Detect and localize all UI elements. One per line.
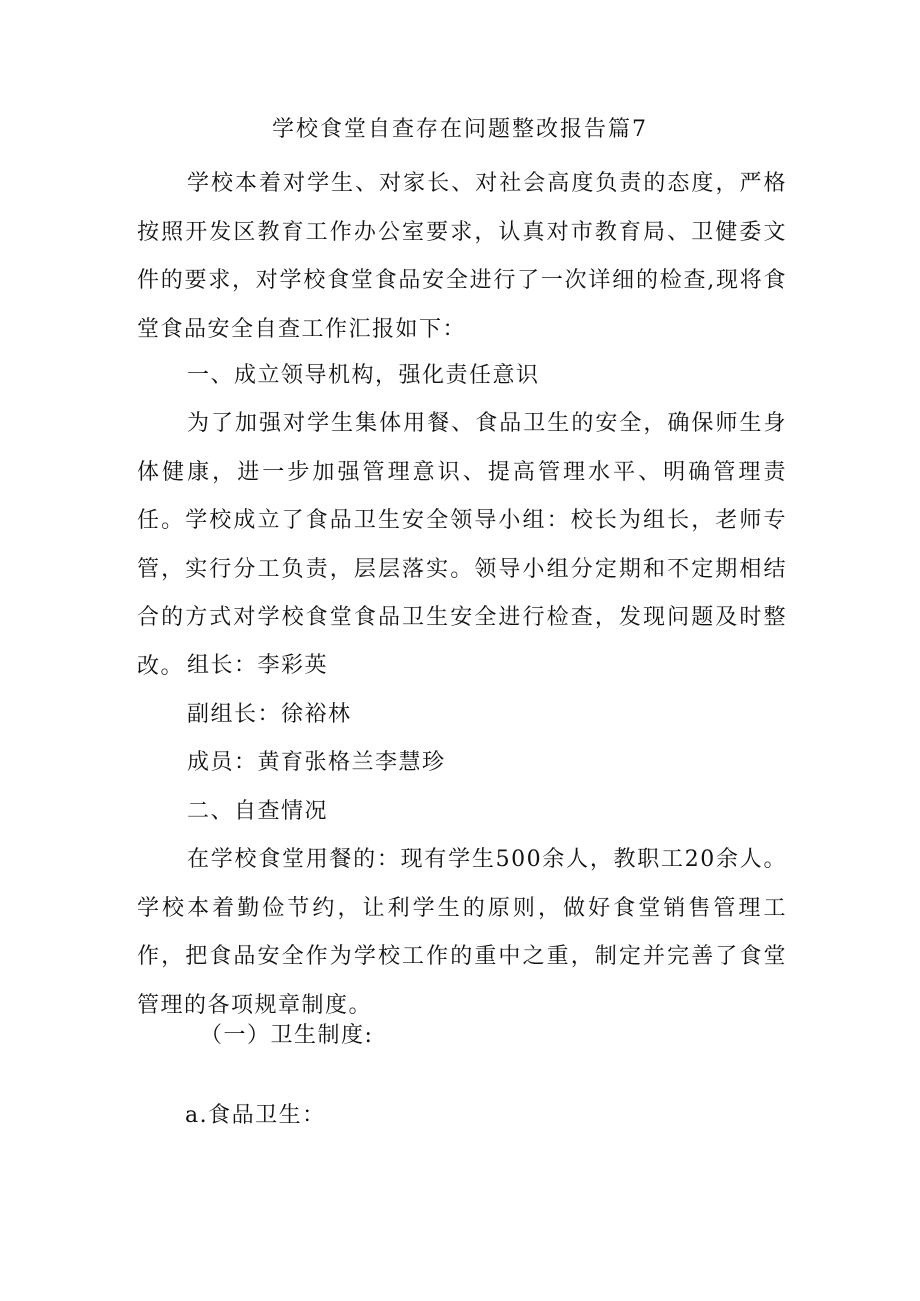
item-a-heading: a.食品卫生： bbox=[185, 1103, 326, 1128]
section-1-heading: 一、成立领导机构，强化责任意识 bbox=[187, 363, 540, 388]
members-line: 成员：黄育张格兰李慧珍 bbox=[187, 750, 446, 775]
section-2-heading: 二、自查情况 bbox=[187, 799, 329, 824]
section-1-paragraph: 为了加强对学生集体用餐、食品卫生的安全，确保师生身体健康，进一步加强管理意识、提高管理水平、明确管理责任。学校成立了食品卫生安全领导小组：校长为组长，老师专管，实行分工负责，层层落实。领导小组分定期和不定期相结合的方式对学校食堂食品卫生安全进行检查，发现问题及时整改。 bbox=[137, 411, 787, 679]
section-2-paragraph: 在学校食堂用餐的：现有学生500余人，教职工20余人。学校本着勤俭节约，让利学生的原则，做好食堂销售管理工作，把食品安全作为学校工作的重中之重，制定并完善了食堂管理的各项规章制度。 bbox=[137, 847, 787, 1018]
leader-line: 组长：李彩英 bbox=[187, 653, 329, 678]
document-title: 学校食堂自查存在问题整改报告篇7 bbox=[272, 117, 648, 142]
deputy-leader-line: 副组长：徐裕林 bbox=[187, 702, 352, 727]
intro-paragraph: 学校本着对学生、对家长、对社会高度负责的态度，严格按照开发区教育工作办公室要求，认真对市教育局、卫健委文件的要求，对学校食堂食品安全进行了一次详细的检查,现将食堂食品安全自查工作汇报如下： bbox=[137, 171, 787, 342]
subsection-1-heading: （一）卫生制度: bbox=[200, 1023, 374, 1048]
